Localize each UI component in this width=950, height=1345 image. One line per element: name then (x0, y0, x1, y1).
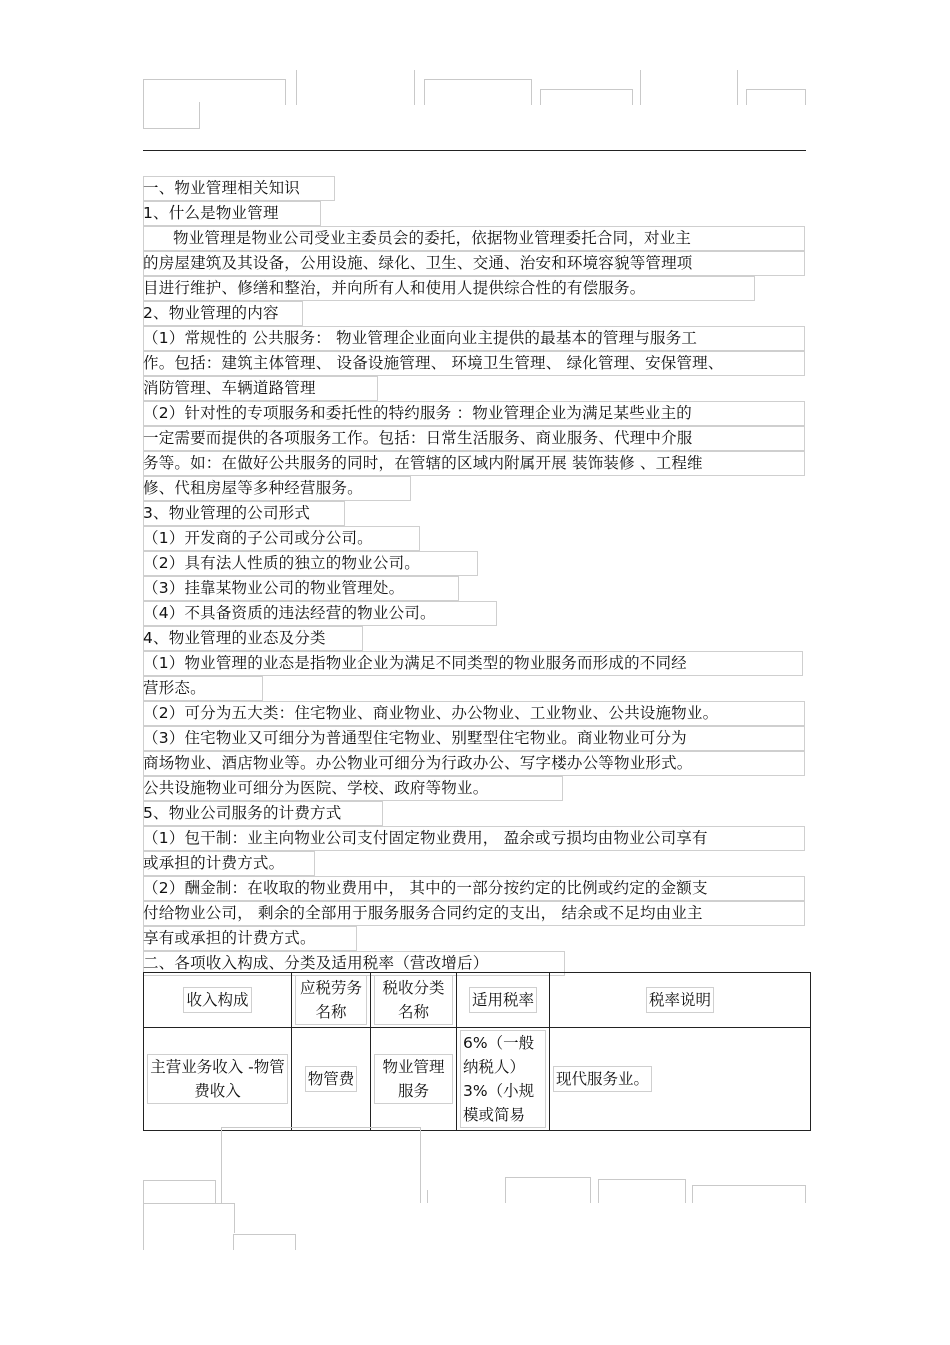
q3-line: （1）开发商的子公司或分公司。 (143, 526, 808, 551)
header-rule (143, 150, 806, 151)
footer-fragment (427, 1190, 428, 1203)
header-fragment (296, 70, 297, 105)
footer-fragment (598, 1179, 686, 1203)
q5-line: （2）酬金制：在收取的物业费用中， 其中的一部分按约定的比例或约定的金额支 (143, 876, 808, 901)
q3-line: （2）具有法人性质的独立的物业公司。 (143, 551, 808, 576)
q1-line: 目进行维护、修缮和整治，并向所有人和使用人提供综合性的有偿服务。 (143, 276, 808, 301)
q1-line: 物业管理是物业公司受业主委员会的委托，依据物业管理委托合同，对业主 (143, 226, 808, 251)
q1-line: 的房屋建筑及其设备，公用设施、绿化、卫生、交通、治安和环境容貌等管理项 (143, 251, 808, 276)
footer-fragment (143, 1180, 216, 1203)
q5-line: （1）包干制：业主向物业公司支付固定物业费用， 盈余或亏损均由物业公司享有 (143, 826, 808, 851)
cell-rate: 6%（一般纳税人）3%（小规模或简易 (457, 1028, 550, 1131)
section2-heading: 二、各项收入构成、分类及适用税率（营改增后） (143, 951, 808, 976)
header-fragment (424, 79, 532, 105)
q2-line: （2）针对性的专项服务和委托性的特约服务 ：物业管理企业为满足某些业主的 (143, 401, 808, 426)
tax-rate-table (143, 972, 811, 1131)
q4-line: 商场物业、酒店物业等。办公物业可细分为行政办公、写字楼办公等物业形式。 (143, 751, 808, 776)
header-fragment (414, 70, 415, 105)
q3-line: （4）不具备资质的违法经营的物业公司。 (143, 601, 808, 626)
q5-line: 享有或承担的计费方式。 (143, 926, 808, 951)
cell-note: 现代服务业。 (550, 1028, 811, 1131)
cell-service: 物管费 (292, 1028, 371, 1131)
footer-fragment (692, 1185, 806, 1203)
q5-line: 付给物业公司， 剩余的全部用于服务服务合同约定的支出， 结余或不足均由业主 (143, 901, 808, 926)
q5-line: 或承担的计费方式。 (143, 851, 808, 876)
table-header-row (144, 973, 811, 1028)
footer-fragment (221, 1127, 421, 1203)
cell-category: 物业管理服务 (371, 1028, 457, 1131)
header-fragment (540, 89, 633, 105)
header-category: 税收分类名称 (371, 973, 457, 1028)
header-fragment (143, 102, 200, 129)
q1-title: 1、什么是物业管理 (143, 201, 808, 226)
header-rate: 适用税率 (457, 973, 550, 1028)
q2-line: （1）常规性的 公共服务： 物业管理企业面向业主提供的最基本的管理与服务工 (143, 326, 808, 351)
header-fragment (746, 89, 806, 105)
document-body (143, 176, 808, 976)
q2-line: 务等。如：在做好公共服务的同时，在管辖的区域内附属开展 装饰装修 、工程维 (143, 451, 808, 476)
q4-line: 营形态。 (143, 676, 808, 701)
q4-line: （3）住宅物业又可细分为普通型住宅物业、别墅型住宅物业。商业物业可分为 (143, 726, 808, 751)
header-note: 税率说明 (550, 973, 811, 1028)
q4-line: 公共设施物业可细分为医院、学校、政府等物业。 (143, 776, 808, 801)
q2-line: 消防管理、车辆道路管理 (143, 376, 808, 401)
q4-title: 4、物业管理的业态及分类 (143, 626, 808, 651)
q4-line: （1）物业管理的业态是指物业企业为满足不同类型的物业服务而形成的不同经 (143, 651, 808, 676)
footer-fragment (233, 1234, 296, 1250)
q3-line: （3）挂靠某物业公司的物业管理处。 (143, 576, 808, 601)
q5-title: 5、物业公司服务的计费方式 (143, 801, 808, 826)
header-fragment (737, 70, 738, 105)
q2-title: 2、物业管理的内容 (143, 301, 808, 326)
footer-fragment (505, 1177, 591, 1203)
q4-line: （2）可分为五大类：住宅物业、商业物业、办公物业、工业物业、公共设施物业。 (143, 701, 808, 726)
header-income: 收入构成 (144, 973, 292, 1028)
header-service: 应税劳务名称 (292, 973, 371, 1028)
q3-title: 3、物业管理的公司形式 (143, 501, 808, 526)
q2-line: 修、代租房屋等多种经营服务。 (143, 476, 808, 501)
footer-fragment (143, 1203, 235, 1233)
section1-heading: 一、物业管理相关知识 (143, 176, 808, 201)
cell-income: 主营业务收入 -物管费收入 (144, 1028, 292, 1131)
header-fragment (640, 70, 641, 105)
q2-line: 作。包括：建筑主体管理、 设备设施管理、 环境卫生管理、 绿化管理、安保管理、 (143, 351, 808, 376)
q2-line: 一定需要而提供的各项服务工作。包括：日常生活服务、商业服务、代理中介服 (143, 426, 808, 451)
table-row (144, 1028, 811, 1131)
